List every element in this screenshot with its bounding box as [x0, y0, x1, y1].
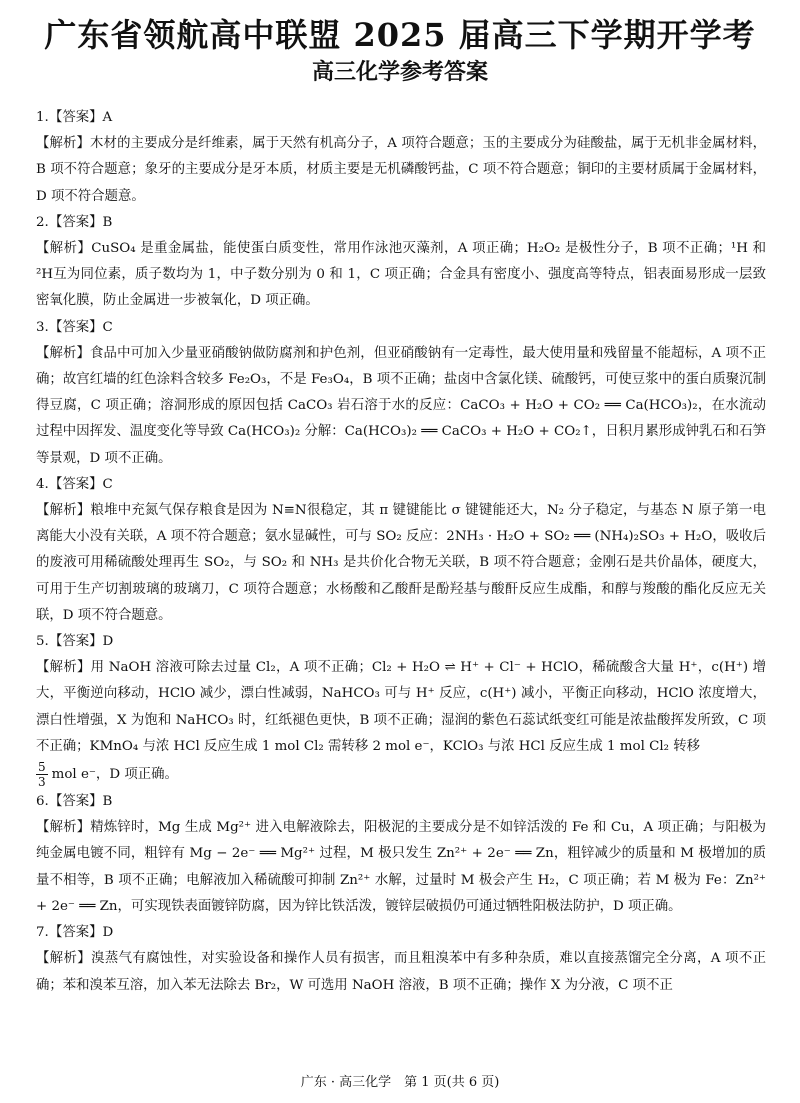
explanation: 【解析】用 NaOH 溶液可除去过量 Cl₂，A 项不正确；Cl₂ + H₂O ⇌ H⁺ + Cl⁻ + HClO，稀硫酸含大量 H⁺，c(H⁺) 增大，平衡逆向移动，HClO 减少，漂白性减弱，NaHCO₃ 可与 H⁺ 反应，c(H⁺) 减小，平衡正向移动，HClO 浓度增大，漂白性增强，X 为饱和 NaHCO₃ 时，红纸褪色更快，B 项不正确；湿润的紫色石蕊试纸变红可能是浓盐酸挥发所致，C 项不正确；KMnO₄ 与浓 HCl 反应生成 1 mol Cl₂ 需转移 2 mol e⁻，KClO₃ 与浓 HCl 反应生成 1 mol Cl₂ 转移 $\frac{5}{3}$ mol e⁻，D 项正确。: [36, 660, 766, 790]
answer-label: 【答案】D: [49, 925, 114, 941]
explanation: 【解析】溴蒸气有腐蚀性，对实验设备和操作人员有损害，而且粗溴苯中有多种杂质，难以直接蒸馏完全分离，A 项不正确；苯和溴苯互溶，加入苯无法除去 Br₂，W 可选用 NaOH 溶液，B 项不正确；操作 X 为分液，C 项不正: [36, 951, 766, 993]
question-number: 2.: [36, 214, 49, 230]
question-number: 7.: [36, 925, 49, 941]
answer-label: 【答案】B: [49, 214, 113, 230]
answer-label: 【答案】B: [49, 794, 113, 810]
question-number: 3.: [36, 319, 49, 335]
question-5: [36, 629, 766, 789]
explanation: 【解析】粮堆中充氮气保存粮食是因为 N≡N很稳定，其 π 键键能比 σ 键键能还大，N₂ 分子稳定，与基态 N 原子第一电离能大小没有关联，A 项不符合题意；氨水显碱性，可与 SO₂ 反应：2NH₃ · H₂O + SO₂ ══ (NH₄)₂SO₃ + H₂O，吸收后的废液可用稀硫酸处理再生 SO₂，与 SO₂ 和 NH₃ 是共价化合物无关联，B 项不符合题意；金刚石是共价晶体，硬度大，可用于生产切割玻璃的玻璃刀，C 项符合题意；水杨酸和乙酸酐是酚羟基与酸酐反应生成酯，和醇与羧酸的酯化反应无关联，D 项不符合题意。: [36, 503, 766, 623]
question-number: 1.: [36, 110, 49, 125]
explanation: 【解析】木材的主要成分是纤维素，属于天然有机高分子，A 项符合题意；玉的主要成分为硅酸盐，属于无机非金属材料，B 项不符合题意；象牙的主要成分是牙本质，材质主要是无机磷酸钙盐，C 项不符合题意；铜印的主要材质属于金属材料，D 项不符合题意。: [36, 136, 766, 204]
question-4: [36, 472, 766, 629]
answer-list: [36, 105, 766, 999]
question-3: [36, 315, 766, 472]
answer-label: 【答案】C: [49, 319, 113, 335]
question-7: [36, 920, 766, 999]
fraction: $\frac{5}{3}$: [38, 760, 46, 790]
question-number: 5.: [36, 634, 49, 650]
explanation: 【解析】CuSO₄ 是重金属盐，能使蛋白质变性，常用作泳池灭藻剂，A 项正确；H₂O₂ 是极性分子，B 项不正确；¹H 和 ²H互为同位素，质子数均为 1，中子数分别为 0 和 1，C 项正确；合金具有密度小、强度高等特点，铝表面易形成一层致密氧化膜，防止金属进一步被氧化，D 项正确。: [36, 241, 766, 309]
answer-label: 【答案】D: [49, 634, 114, 650]
question-number: 4.: [36, 476, 49, 492]
page-title: 广东省领航高中联盟 2025 届高三下学期开学考: [44, 16, 756, 54]
answer-label: 【答案】C: [49, 476, 113, 492]
page-subtitle: 高三化学参考答案: [311, 60, 488, 85]
question-2: [36, 210, 766, 315]
question-1: [36, 105, 766, 210]
explanation: 【解析】精炼锌时，Mg 生成 Mg²⁺ 进入电解液除去，阳极泥的主要成分是不如锌活泼的 Fe 和 Cu，A 项正确；与阳极为纯金属电镀不同，粗锌有 Mg − 2e⁻ ══ Mg²⁺ 过程，M 极只发生 Zn²⁺ + 2e⁻ ══ Zn，粗锌减少的质量和 M 极增加的质量不相等，B 项不正确；电解液加入稀硫酸可抑制 Zn²⁺ 水解，过量时 M 极会产生 H₂，C 项正确；若 M 极为 Fe：Zn²⁺ + 2e⁻ ══ Zn，可实现铁表面镀锌防腐，因为锌比铁活泼，镀锌层破损仍可通过牺牲阳极法防护，D 项正确。: [36, 820, 766, 914]
question-number: 6.: [36, 794, 49, 810]
question-6: [36, 789, 766, 920]
answer-label: 【答案】A: [49, 110, 113, 125]
explanation: 【解析】食品中可加入少量亚硝酸钠做防腐剂和护色剂，但亚硝酸钠有一定毒性，最大使用量和残留量不能超标，A 项不正确；故宫红墙的红色涂料含较多 Fe₂O₃，不是 Fe₃O₄，B 项不正确；盐卤中含氯化镁、硫酸钙，可使豆浆中的蛋白质聚沉制得豆腐，C 项正确；溶洞形成的原因包括 CaCO₃ 岩石溶于水的反应：CaCO₃ + H₂O + CO₂ ══ Ca(HCO₃)₂，在水流动过程中因挥发、温度变化等导致 Ca(HCO₃)₂ 分解：Ca(HCO₃)₂ ══ CaCO₃ + H₂O + CO₂↑，日积月累形成钟乳石和石笋等景观，D 项不正确。: [36, 345, 766, 466]
page-footer: 广东 · 高三化学 第 1 页(共 6 页): [300, 1075, 500, 1090]
